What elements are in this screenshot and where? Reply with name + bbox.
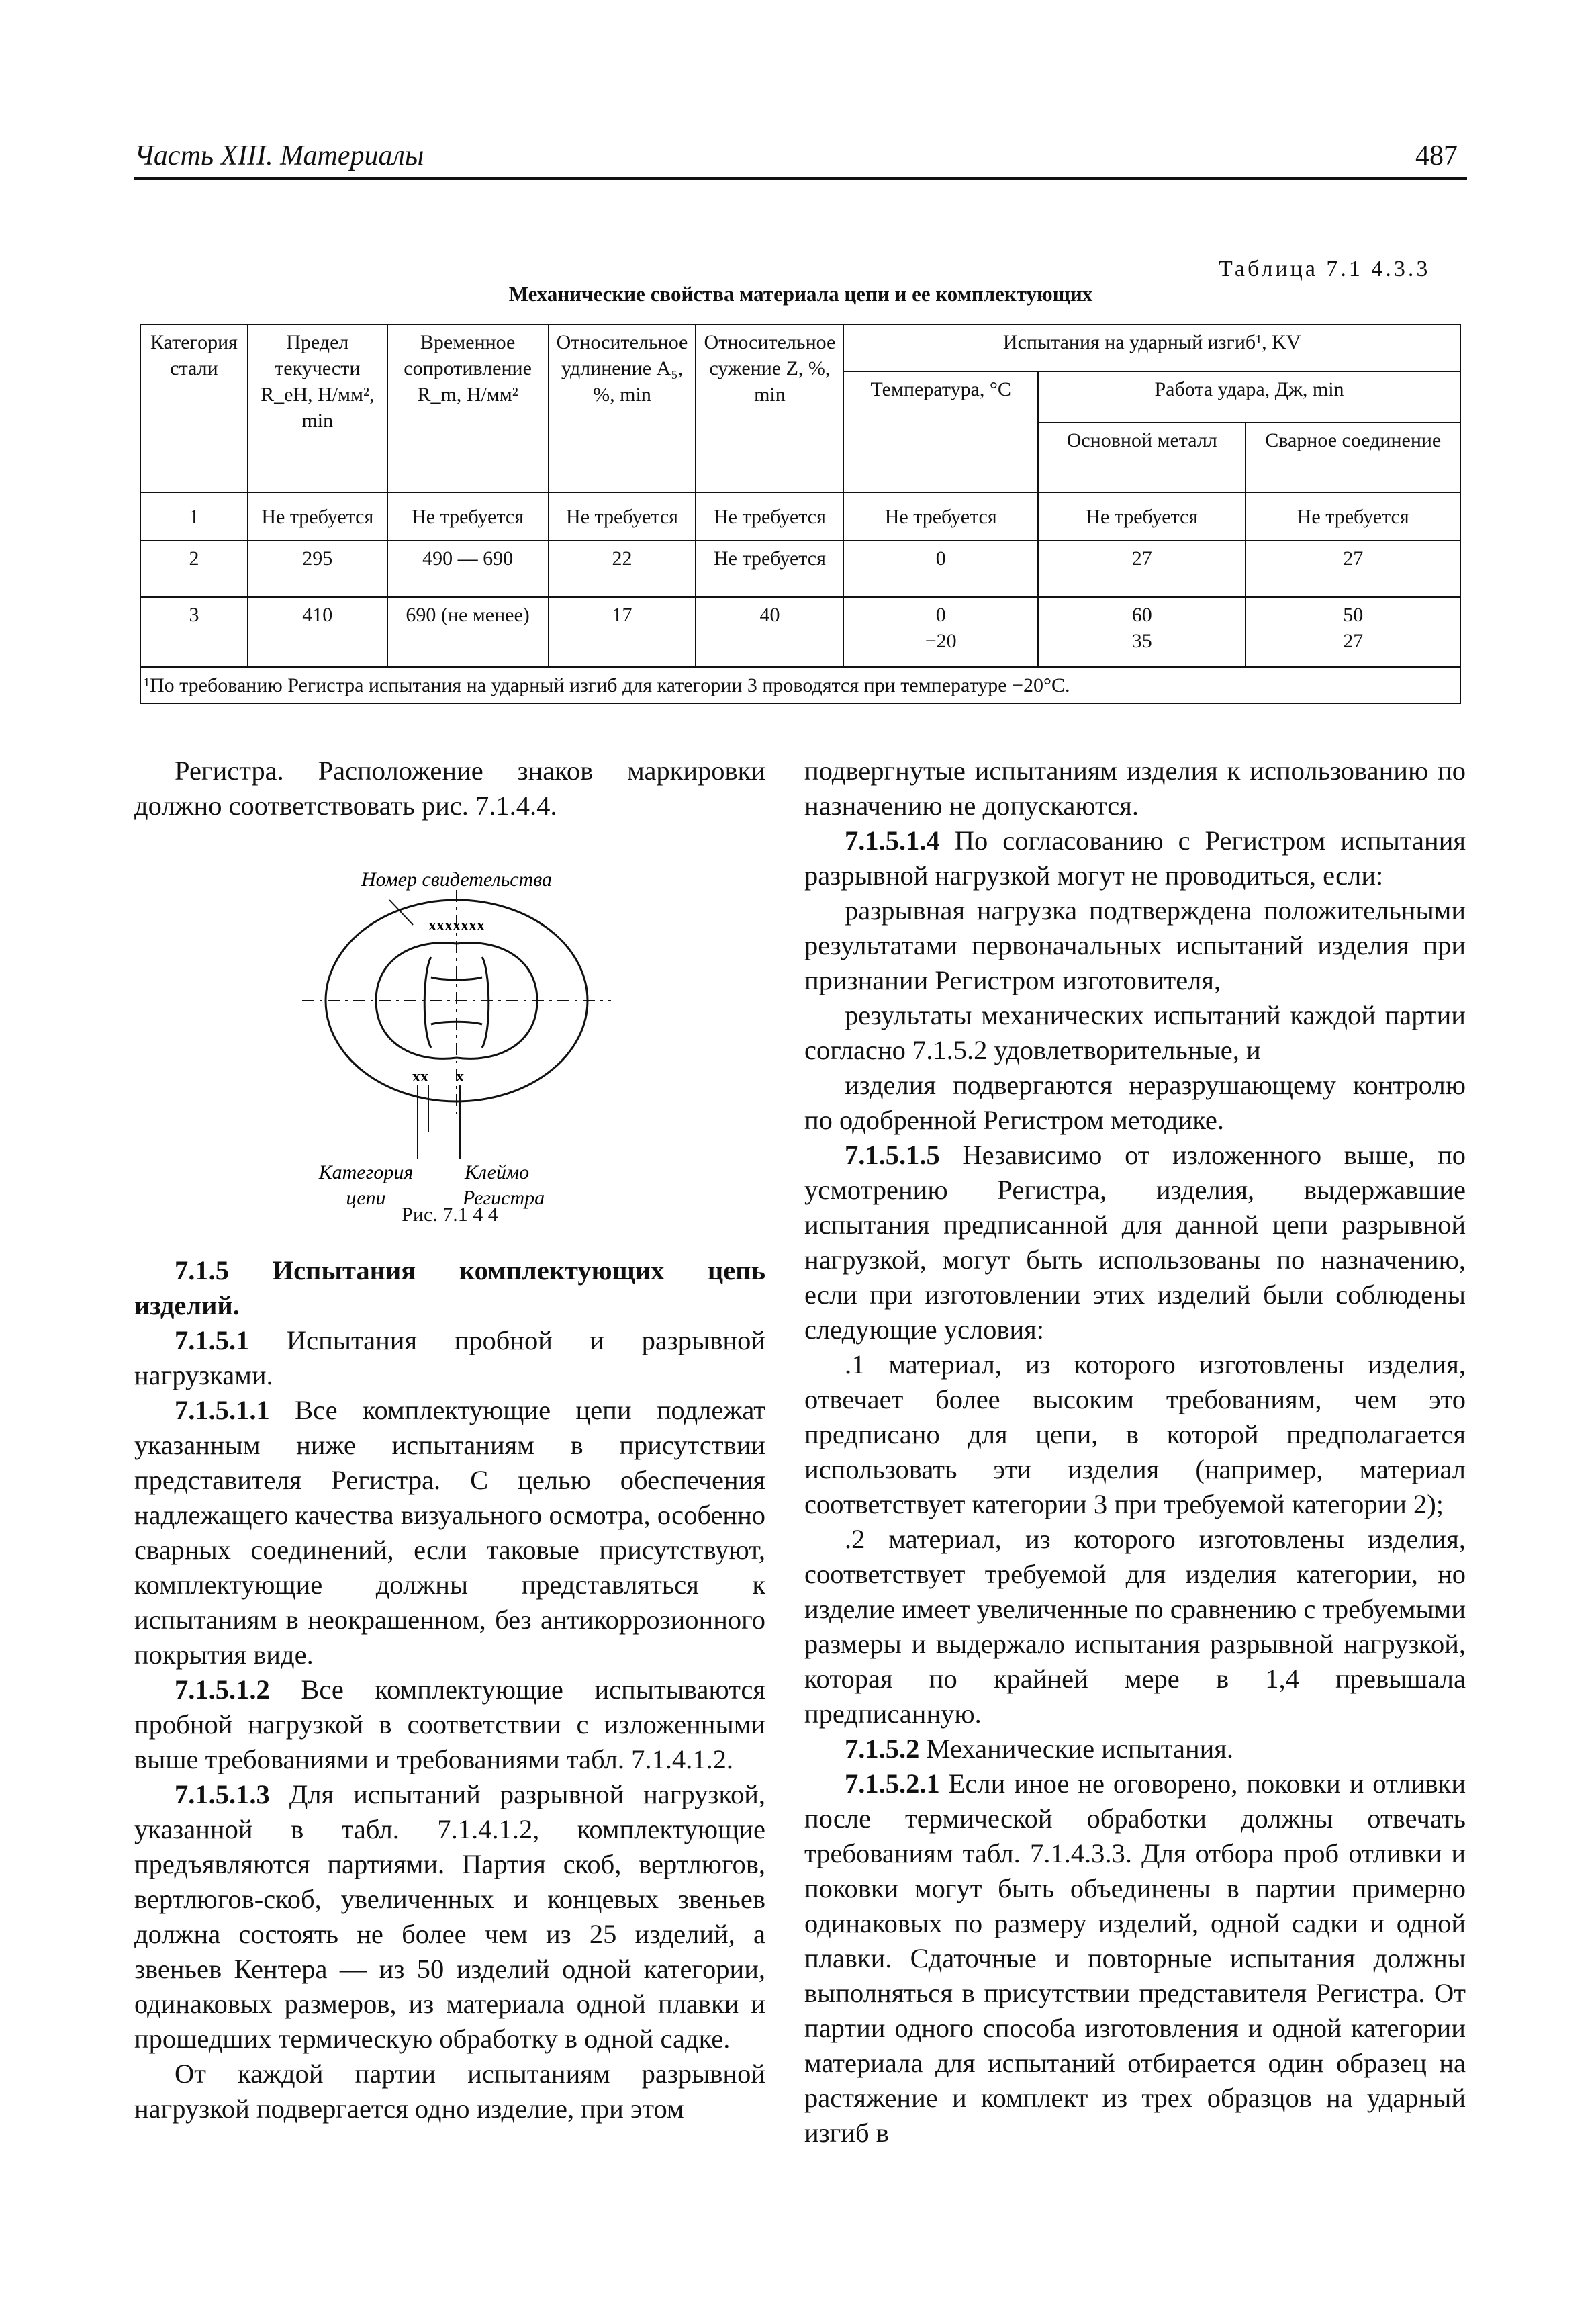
paragraph: Регистра. Расположение знаков маркировки должно соответствовать рис. 7.1.4.4. (134, 756, 765, 821)
header-temperature: Температура, °C (843, 371, 1038, 492)
cell-yield: 295 (248, 541, 387, 597)
clause-text: Испытания пробной и разрывной нагрузками. (134, 1325, 765, 1390)
paragraph (134, 1777, 765, 2057)
clause-text: По согласованию с Регистром испытания разрывной нагрузкой могут не проводиться, если: (804, 825, 1466, 891)
clause-text: Независимо от изложенного выше, по усмотрению Регистра, изделия, выдержавшие испытания предписанной для данной цепи разрывной нагрузкой, могут быть использованы по назначению, если при изготовлении этих изделий были соблюдены следующие условия: (804, 1140, 1466, 1345)
cell-temperature: 0 (843, 541, 1038, 597)
cell-weld: 50 27 (1246, 597, 1460, 667)
paragraph (134, 1672, 765, 1777)
clause-number: 7.1.5.1.2 (175, 1674, 270, 1705)
running-header: Часть XIII. Материалы (134, 140, 424, 171)
marking-figure (222, 863, 692, 1239)
cell-base-metal: 60 35 (1038, 597, 1246, 667)
header-weld: Сварное соединение (1246, 422, 1460, 492)
table-row (140, 597, 1460, 667)
paragraph (804, 1731, 1466, 1766)
clause-number: 7.1.5.2.1 (845, 1768, 940, 1799)
figure-label-category-2: цепи (346, 1187, 386, 1209)
right-column (804, 754, 1466, 2151)
header-category: Категория стали (140, 324, 248, 492)
cell-elongation: Не требуется (549, 492, 696, 541)
header-work: Работа удара, Дж, min (1038, 371, 1460, 422)
figure-label-stamp: Клеймо (464, 1161, 530, 1183)
clause-number: 7.1.5.1.5 (845, 1140, 940, 1170)
stamp-marks: x (456, 1068, 464, 1085)
list-item: .1 материал, из которого изготовлены изделия, отвечает более высоким требованиям, чем это предписано для цепи, в которой предполагается использовать эти изделия (например, материал соответствует категории 3 при требуемой категории 2); (804, 1349, 1466, 1519)
cell-tensile: 690 (не менее) (387, 597, 549, 667)
number-marks: xxxxxxx (428, 917, 485, 934)
paragraph (804, 1766, 1466, 2151)
clause-text: Все комплектующие цепи подлежат указанным ниже испытаниям в присутствии представителя Регистра. С целью обеспечения надлежащего качества визуального осмотра, особенно сварных соединений, если таковые присутствуют, комплектующие должны представляться к испытаниям в неокрашенном, без антикоррозионного покрытия виде. (134, 1395, 765, 1670)
clause-number: 7.1.5.1.4 (845, 825, 940, 856)
paragraph (804, 823, 1466, 893)
clause-number: 7.1.5.1.1 (175, 1395, 270, 1425)
header-elongation: Относительное удлинение A₅, %, min (549, 324, 696, 492)
mechanical-properties-table (140, 324, 1461, 704)
paragraph: изделия подвергаются неразрушающему контролю по одобренной Регистром методике. (804, 1070, 1466, 1135)
cell-base-metal: Не требуется (1038, 492, 1246, 541)
clause-text: Механические испытания. (919, 1733, 1234, 1764)
clause-text: Все комплектующие испытываются пробной нагрузкой в соответствии с изложенными выше требованиями и требованиями табл. 7.1.4.1.2. (134, 1674, 765, 1774)
cell-elongation: 17 (549, 597, 696, 667)
cell-elongation: 22 (549, 541, 696, 597)
paragraph: подвергнутые испытаниям изделия к использованию по назначению не допускаются. (804, 756, 1466, 821)
figure-label-number: Номер свидетельства (361, 868, 553, 891)
table-row (140, 492, 1460, 541)
paragraph: результаты механических испытаний каждой партии согласно 7.1.5.2 удовлетворительные, и (804, 1000, 1466, 1065)
clause-text: Если иное не оговорено, поковки и отливки после термической обработки должны отвечать требованиям табл. 7.1.4.3.3. Для отбора проб отливки и поковки могут быть объединены в партии примерно одинаковых по размеру изделий, одной садки и одной плавки. Сдаточные и повторные испытания должны выполняться в присутствии представителя Регистра. От партии одного способа изготовления и одной категории материала для испытаний отбирается один образец на растяжение и комплект из трех образцов на ударный изгиб в (804, 1768, 1466, 2148)
clause-number: 7.1.5.2 (845, 1733, 920, 1764)
paragraph (134, 1323, 765, 1393)
cell-tensile: 490 — 690 (387, 541, 549, 597)
cell-category: 2 (140, 541, 248, 597)
cell-reduction: Не требуется (696, 541, 843, 597)
cell-weld: Не требуется (1246, 492, 1460, 541)
header-impact: Испытания на ударный изгиб¹, KV (843, 324, 1460, 371)
paragraph: разрывная нагрузка подтверждена положительными результатами первоначальных испытаний изделия при признании Регистром изготовителя, (804, 895, 1466, 995)
figure-label-category: Категория (318, 1161, 414, 1183)
clause-number: 7.1.5.1 (175, 1325, 250, 1355)
page-number: 487 (1415, 140, 1458, 171)
header-reduction: Относительное сужение Z, %, min (696, 324, 843, 492)
list-item: .2 материал, из которого изготовлены изделия, соответствует требуемой для изделия категории, но изделие имеет увеличенные по сравнению с требуемыми размеры и выдержало испытания разрывной нагрузкой, которая по крайней мере в 1,4 превышала предписанную. (804, 1524, 1466, 1729)
header-base-metal: Основной металл (1038, 422, 1246, 492)
cell-yield: 410 (248, 597, 387, 667)
cell-yield: Не требуется (248, 492, 387, 541)
paragraph (804, 1138, 1466, 1347)
clause-text: Для испытаний разрывной нагрузкой, указанной в табл. 7.1.4.1.2, комплектующие предъявляются партиями. Партия скоб, вертлюгов, вертлюгов-скоб, увеличенных и концевых звеньев должна состоять не более чем из 25 изделий, а звеньев Кентера — из 50 изделий одной категории, одинаковых размеров, из материала одной плавки и прошедших термическую обработку в одной садке. (134, 1779, 765, 2054)
table-footnote: ¹По требованию Регистра испытания на ударный изгиб для категории 3 проводятся при температуре −20°C. (140, 667, 1460, 703)
cell-reduction: Не требуется (696, 492, 843, 541)
header-yield: Предел текучести R_eH, Н/мм², min (248, 324, 387, 492)
header-tensile: Временное сопротивление R_m, Н/мм² (387, 324, 549, 492)
cell-reduction: 40 (696, 597, 843, 667)
header-rule (134, 177, 1467, 180)
table-row (140, 541, 1460, 597)
figure-caption: Рис. 7.1 4 4 (402, 1204, 498, 1226)
figure-label-stamp-2: Регистра (462, 1187, 545, 1209)
cell-temperature: Не требуется (843, 492, 1038, 541)
cell-base-metal: 27 (1038, 541, 1246, 597)
cell-category: 3 (140, 597, 248, 667)
paragraph (134, 1393, 765, 1672)
paragraph: От каждой партии испытаниям разрывной нагрузкой подвергается одно изделие, при этом (134, 2059, 765, 2124)
cell-temperature: 0 −20 (843, 597, 1038, 667)
table-title: Механические свойства материала цепи и ее комплектующих (508, 282, 1093, 306)
cell-tensile: Не требуется (387, 492, 549, 541)
cell-category: 1 (140, 492, 248, 541)
clause-number: 7.1.5.1.3 (175, 1779, 270, 1809)
category-marks: xx (412, 1068, 428, 1085)
section-heading: 7.1.5 Испытания комплектующих цепь изделий. (134, 1255, 765, 1320)
cell-weld: 27 (1246, 541, 1460, 597)
table-label: Таблица 7.1 4.3.3 (1219, 257, 1431, 281)
